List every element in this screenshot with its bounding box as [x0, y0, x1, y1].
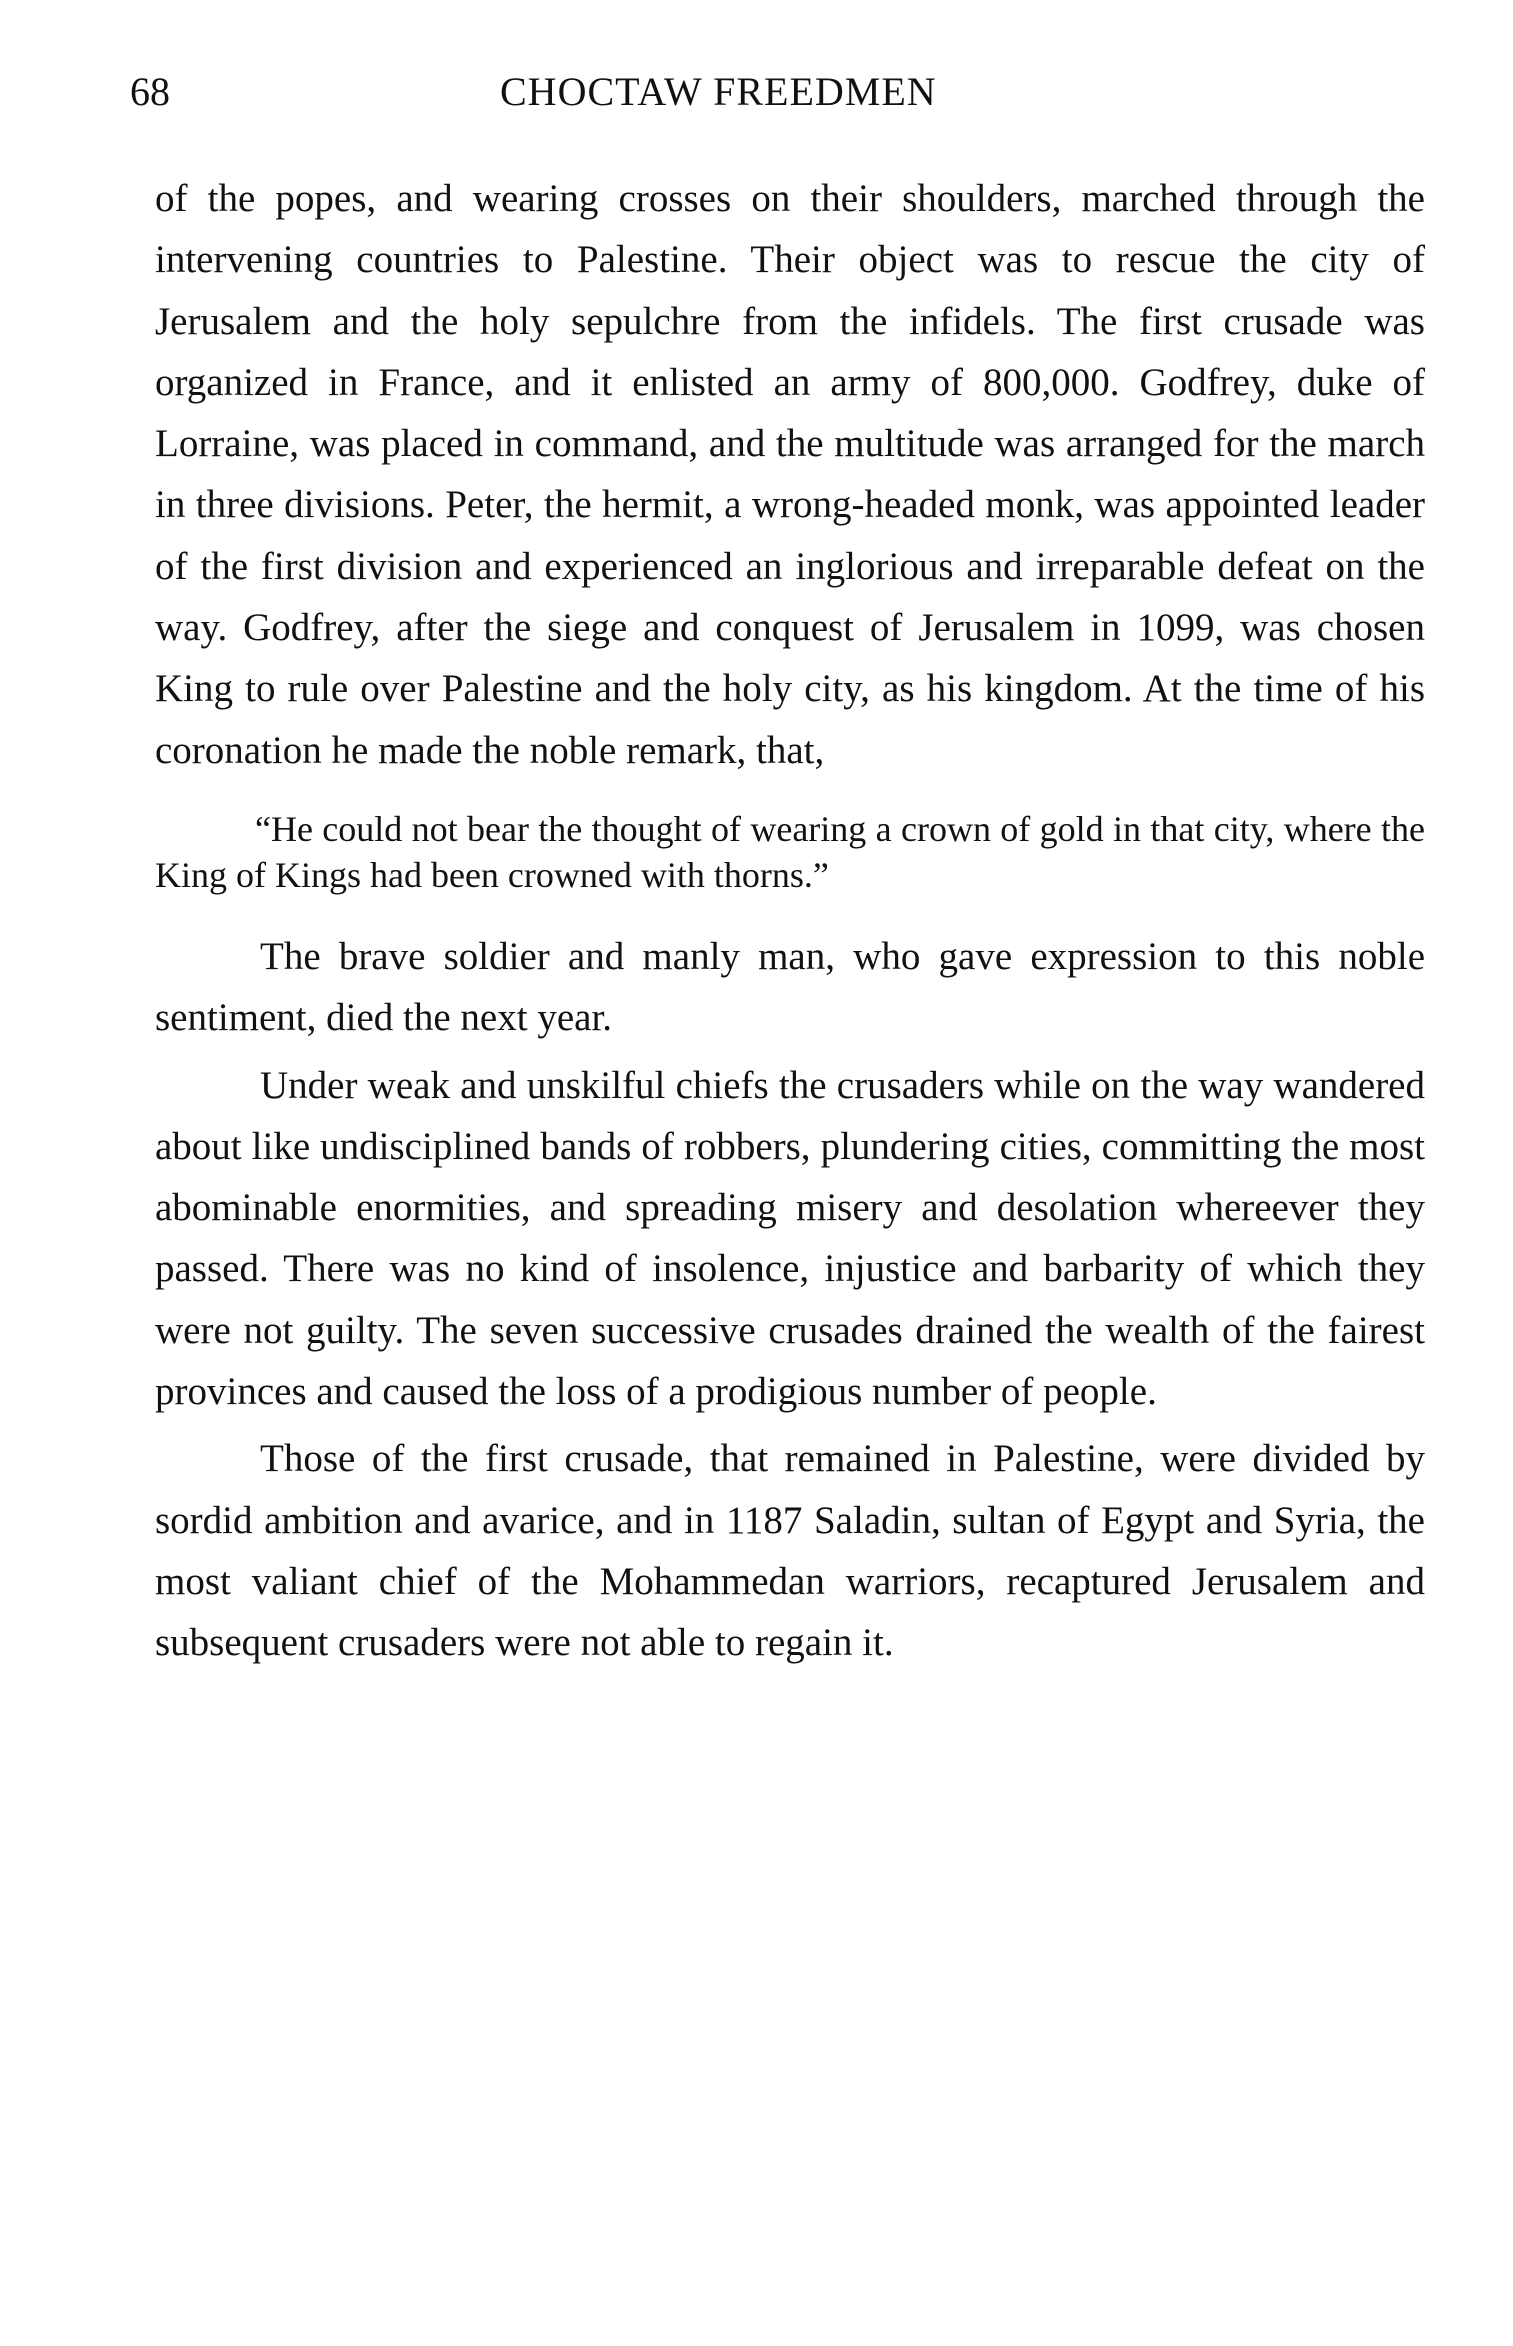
page-header [130, 62, 1430, 122]
paragraph: Those of the first crusade, that remained in Palestine, were divided by sordid ambition and avarice, and in 1187 Saladin, sultan of Egypt and Syria, the most valiant chief of the Mohammedan warriors, recaptured Jerusalem and subsequent crusaders were not able to regain it. [155, 1437, 1425, 1665]
block-quote: “He could not bear the thought of wearing a crown of gold in that city, where the King of Kings had been crowned with thorns.” [155, 808, 1425, 895]
paragraph-continuation: of the popes, and wearing crosses on their shoulders, marched through the intervening countries to Palestine. Their object was to rescue the city of Jerusalem and the holy sepulchre from the infidels. The first crusade was organized in France, and it enlisted an army of 800,000. Godfrey, duke of Lorraine, was placed in command, and the multitude was arranged for the march in three divisions. Peter, the hermit, a wrong-headed monk, was appointed leader of the first division and experienced an inglorious and irreparable defeat on the way. Godfrey, after the siege and conquest of Jerusalem in 1099, was chosen King to rule over Palestine and the holy city, as his kingdom. At the time of his coronation he made the noble remark, that, [155, 177, 1425, 772]
running-title: CHOCTAW FREEDMEN [500, 69, 937, 114]
paragraph: Under weak and unskilful chiefs the crusaders while on the way wandered about like undisciplined bands of robbers, plundering cities, committing the most abominable enormities, and spreading misery and desolation whereever they passed. There was no kind of insolence, injustice and barbarity of which they were not guilty. The seven successive crusades drained the wealth of the fairest provinces and caused the loss of a prodigious number of people. [155, 1063, 1425, 1414]
paragraph: The brave soldier and manly man, who gave expression to this noble sentiment, died the next year. [155, 934, 1425, 1040]
page-number: 68 [130, 69, 170, 114]
body-text [155, 168, 1425, 1674]
